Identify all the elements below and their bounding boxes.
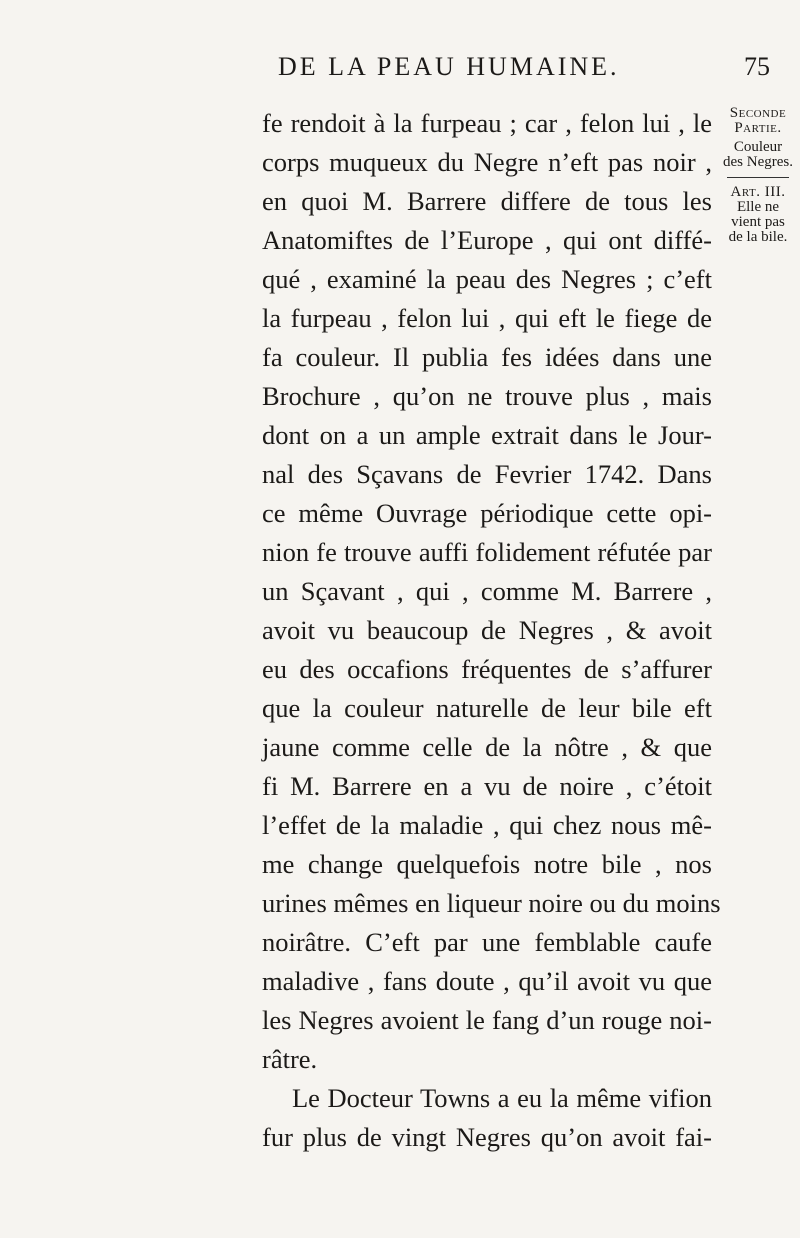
margin-note	[717, 106, 799, 245]
margin-subject-line-1: Couleur	[733, 139, 783, 155]
margin-summary-line-1: Elle ne	[736, 199, 780, 215]
text-line: fur plus de vingt Negres qu’on avoit fai-	[262, 1122, 712, 1152]
text-line: fi M. Barrere en a vu de noire , c’étoit	[262, 771, 712, 801]
margin-part-label: Seconde	[729, 105, 787, 121]
text-line: en quoi M. Barrere differe de tous les	[262, 186, 712, 216]
text-line: qué , examiné la peau des Negres ; c’eft	[262, 264, 712, 294]
text-line: dont on a un ample extrait dans le Jour-	[262, 420, 712, 450]
margin-summary-line-3: de la bile.	[728, 229, 788, 245]
margin-summary-line-2: vient pas	[731, 214, 785, 230]
text-line: Brochure , qu’on ne trouve plus , mais	[262, 381, 712, 411]
text-line: maladive , fans doute , qu’il avoit vu que	[262, 966, 712, 996]
text-line: l’effet de la maladie , qui chez nous mê-	[262, 810, 712, 840]
text-line: me change quelquefois notre bile , nos	[262, 849, 712, 879]
text-line: Anatomiftes de l’Europe , qui ont diffé-	[262, 225, 712, 255]
margin-article: Art. III.	[730, 184, 786, 200]
text-line: urines mêmes en liqueur noire ou du moins	[262, 888, 721, 918]
text-line: nal des Sçavans de Fevrier 1742. Dans	[262, 459, 712, 489]
text-line: avoit vu beaucoup de Negres , & avoit	[262, 615, 712, 645]
text-line: eu des occafions fréquentes de s’affurer	[262, 654, 712, 684]
text-line: ce même Ouvrage périodique cette opi-	[262, 498, 712, 528]
margin-part-number: Partie.	[734, 120, 782, 136]
running-head: DE LA PEAU HUMAINE.	[278, 52, 620, 81]
text-line: les Negres avoient le fang d’un rouge noi-	[262, 1005, 712, 1035]
text-line: Le Docteur Towns a eu la même vifion	[292, 1083, 712, 1113]
text-line: la furpeau , felon lui , qui eft le fiege de	[262, 303, 712, 333]
page-number: 75	[744, 52, 770, 81]
text-line: jaune comme celle de la nôtre , & que	[262, 732, 712, 762]
text-line: corps muqueux du Negre n’eft pas noir ,	[262, 147, 712, 177]
text-line: un Sçavant , qui , comme M. Barrere ,	[262, 576, 712, 606]
margin-subject-line-2: des Negres.	[723, 154, 793, 170]
text-line: fe rendoit à la furpeau ; car , felon lui , le	[262, 108, 712, 138]
text-line: râtre.	[262, 1044, 318, 1074]
margin-rule	[727, 177, 789, 179]
text-line: que la couleur naturelle de leur bile eft	[262, 693, 712, 723]
body-text	[262, 104, 721, 1157]
text-line: nion fe trouve auffi folidement réfutée par	[262, 537, 712, 567]
text-line: fa couleur. Il publia fes idées dans une	[262, 342, 712, 372]
text-line: noirâtre. C’eft par une femblable caufe	[262, 927, 712, 957]
